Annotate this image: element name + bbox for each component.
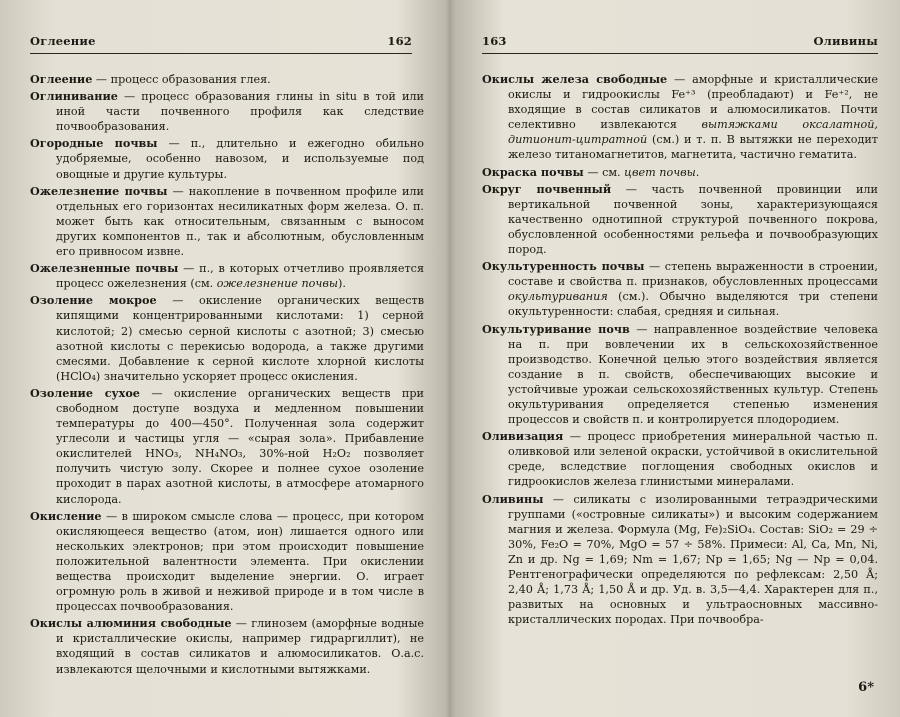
dictionary-entry	[30, 261, 424, 291]
dictionary-entry	[482, 322, 878, 428]
dictionary-entry	[30, 72, 424, 87]
entry-text-tail: ).	[337, 277, 346, 291]
entry-text-tail: .	[695, 165, 700, 179]
entry-term: Окислы алюминия свободные	[30, 616, 232, 631]
entry-text-tail: (см.). Обычно выделяются три степени окультуренности: слабая, средняя и сильная.	[508, 290, 878, 319]
entry-term: Озоление мокрое	[30, 293, 157, 308]
dictionary-entry	[482, 429, 878, 489]
dictionary-entry	[482, 492, 878, 628]
entry-term: Оглинивание	[30, 89, 118, 104]
right-page	[452, 0, 900, 717]
entry-term: Окультуренность почвы	[482, 259, 645, 274]
entry-text: — часть почвенной провинции или вертикальной почвенной зоны, характеризующаяся качественно однотипной структурой почвенного покрова, обусловленной особенностями рельефа и почвообразующих пород.	[508, 182, 878, 257]
entry-text: — накопление в почвенном профиле или отдельных его горизонтах несиликатных форм железа. О. п. может быть как относительным, связанным с выносом других компонентов п., так и абсолютным, обусловленным его привносом извне.	[56, 184, 424, 259]
dictionary-entry	[482, 182, 878, 257]
entry-text: — направленное воздействие человека на п. при вовлечении их в сельскохозяйственное производство. Конечной целью этого воздействия является создание в п. свойств, обеспечивающих высокие и устойчивые урожаи сельскохозяйственных культур. Степень окультуривания определяется степенью изменения процессов и свойств п. и контролируется плодородием.	[508, 322, 878, 427]
entry-text: — окисление органических веществ при свободном доступе воздуха и медленном повышении температуры до 400—450°. Полученная зола содержит углесоли и частицы угля — «сырая зола». Прибавление окислителей HNO₃, NH₄NO₃, 30%-ной H₂O₂ позволяет получить чистую золу. Скорее и полнее сухое озоление проходит в парах азотной кислоты, в атмосфере атомарного кислорода.	[56, 386, 424, 506]
entry-text: — силикаты с изолированными тетраэдрическими группами («островные силикаты») и высоким содержанием магния и железа. Формула (Mg, Fe)₂SiO₄. Состав: SiO₂ = 29 ÷ 30%, Fe₂O = 70%, MgO = 57 ÷ 58%. Примеси: Al, Ca, Mn, Ni, Zn и др. Ng = 1,69; Nm = 1,67; Np = 1,65; Ng — Np = 0,04. Рентгенографически определяются по рефлексам: 2,50 Å; 2,40 Å; 1,73 Å; 1,50 Å и др. Уд. в. 3,5—4,4. Характерен для п., развитых на основных и ультраосновных массивно-кристаллических породах. При почвообра-	[508, 492, 878, 627]
entry-text: — в широком смысле слова — процесс, при котором окисляющееся вещество (атом, ион) лишается одного или нескольких электронов; при этом происходит повышение положительной валентности элемента. При окислении вещества происходит выделение энергии. О. играет огромную роль в живой и неживой природе и в том числе в процессах почвообразования.	[56, 509, 424, 614]
dictionary-entry	[30, 509, 424, 615]
entry-term: Окисление	[30, 508, 102, 523]
entry-text: — процесс образования глины in situ в той или иной части почвенного профиля как следствие почвообразования.	[56, 90, 424, 134]
dictionary-entry	[30, 616, 424, 676]
dictionary-entry	[30, 89, 424, 134]
entry-cross-reference: окультуривания	[508, 290, 608, 304]
entry-cross-reference: цвет почвы	[624, 165, 696, 179]
entry-text: — п., длительно и ежегодно обильно удобряемые, особенно навозом, и используемые под овощные и другие культуры.	[56, 137, 424, 181]
entry-term: Оливины	[482, 491, 544, 506]
entry-text: — процесс приобретения минеральной частью п. оливковой или зеленой окраски, устойчивой в окислительной среде, вследствие поглощения свободных окислов и гидроокислов железа глинистыми минералами.	[508, 430, 878, 489]
entry-text: — процесс образования глея.	[92, 73, 271, 86]
dictionary-entry	[30, 293, 424, 384]
running-head-title: Оглеение	[30, 34, 96, 48]
page-number: 162	[387, 34, 412, 48]
entry-text: — окисление органических веществ кипящими концентрированными кислотами: 1) серной кислотой; 2) смесью серной кислоты с азотной; 3) смесью азотной кислоты с перекисью водорода, а также другими смесями. Добавление к серной кислоте хлорной кислоты (HClO₄) значительно ускоряет процесс окисления.	[56, 294, 425, 383]
signature-mark: 6*	[858, 680, 874, 695]
dictionary-entry	[482, 259, 878, 319]
dictionary-entry	[30, 386, 424, 507]
dictionary-entry	[482, 72, 878, 163]
entry-term: Окислы железа свободные	[482, 72, 668, 86]
entry-term: Ожелезненные почвы	[30, 261, 179, 276]
entry-term: Окультуривание почв	[482, 321, 630, 336]
entry-cross-reference: вытяжками оксалатной, дитионит-цитратной	[508, 118, 878, 147]
entry-term: Оглеение	[30, 72, 93, 86]
entry-term: Ожелезнение почвы	[30, 183, 168, 198]
running-head-title: Оливины	[813, 34, 878, 48]
dictionary-entry	[30, 184, 424, 259]
entry-text: — п., в которых отчетливо проявляется процесс ожелезнения (см.	[56, 262, 425, 291]
dictionary-entry	[482, 165, 878, 180]
entry-text: — глинозем (аморфные водные и кристаллические окислы, например гидраргиллит), не входящий в состав силикатов и алюмосиликатов. О.а.с. извлекаются щелочными и кислотными вытяжками.	[56, 617, 424, 676]
entry-term: Округ почвенный	[482, 181, 612, 196]
dictionary-entry	[30, 136, 424, 181]
entry-term: Окраска почвы	[482, 164, 584, 179]
entry-text: — см.	[583, 165, 625, 179]
entry-term: Оливизация	[482, 429, 564, 444]
running-head-left	[30, 34, 412, 54]
entry-text: — степень выраженности в строении, составе и свойства п. признаков, обусловленных процессами	[508, 260, 878, 289]
left-page	[0, 0, 440, 717]
entry-term: Огородные почвы	[30, 136, 158, 151]
entry-cross-reference: ожелезнение почвы	[216, 277, 338, 291]
entry-term: Озоление сухое	[30, 385, 140, 400]
running-head-right	[482, 34, 878, 54]
entry-text-tail: (см.) и т. п. В вытяжки не переходит железо титаномагнетитов, магнетита, частично гематита.	[508, 133, 878, 162]
page-number: 163	[482, 34, 507, 48]
entry-text: — аморфные и кристаллические окислы и гидроокислы Fe⁺³ (преобладают) и Fe⁺², не входящие в состав силикатов и алюмосиликатов. Почти селективно извлекаются	[508, 73, 878, 132]
